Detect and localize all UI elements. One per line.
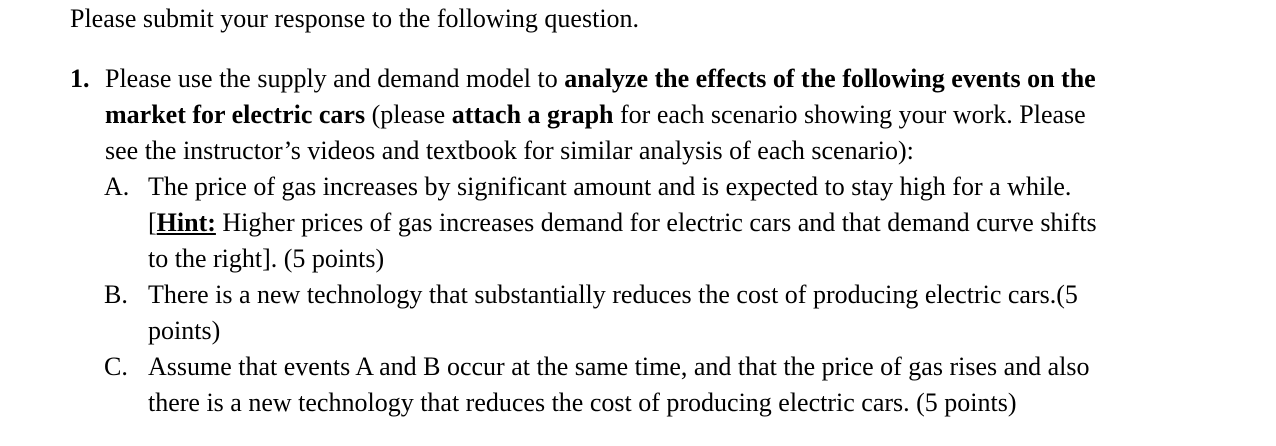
question-text-part: for each scenario showing your work. Please: [613, 100, 1086, 129]
scenario-a-line: [70, 241, 1220, 277]
scenario-text: points): [148, 316, 221, 345]
scenario-letter: A.: [104, 172, 130, 201]
question-line: [70, 61, 1220, 97]
intro-text: Please submit your response to the following question.: [70, 4, 640, 33]
scenario-letter: B.: [104, 280, 128, 309]
scenario-text-part: Higher prices of gas increases demand for electric cars and that demand curve shifts: [215, 208, 1097, 237]
question-number: 1.: [70, 64, 90, 93]
scenario-text: [148, 205, 1097, 241]
scenario-text: there is a new technology that reduces the cost of producing electric cars. (5 points): [148, 388, 1017, 417]
scenario-b-line: [70, 313, 1220, 349]
question-line: [70, 133, 1220, 169]
scenario-letter: C.: [104, 352, 128, 381]
scenario-text: There is a new technology that substantially reduces the cost of producing electric cars.(5: [148, 280, 1078, 309]
question-emphasis: market for electric cars: [105, 100, 366, 129]
question-1: [70, 61, 1220, 421]
question-text: [105, 97, 1086, 133]
scenario-a-line: [70, 169, 1220, 205]
scenario-text-part: [: [148, 208, 157, 237]
question-line: [70, 97, 1220, 133]
question-text: see the instructor’s videos and textbook for similar analysis of each scenario):: [105, 136, 914, 165]
scenario-text: Assume that events A and B occur at the same time, and that the price of gas rises and also: [148, 352, 1090, 381]
scenario-c-line: [70, 385, 1220, 421]
scenario-b-line: [70, 277, 1220, 313]
scenario-text: The price of gas increases by significant amount and is expected to stay high for a while.: [148, 172, 1072, 201]
question-text-part: (please: [365, 100, 452, 129]
scenario-a-line: [70, 205, 1220, 241]
question-emphasis: analyze the effects of the following events on the: [564, 64, 1096, 93]
question-emphasis: attach a graph: [451, 100, 614, 129]
scenario-c-line: [70, 349, 1220, 385]
question-text: [105, 61, 1096, 97]
hint-label: Hint:: [156, 208, 216, 237]
question-text-part: Please use the supply and demand model to: [105, 64, 565, 93]
scenario-text: to the right]. (5 points): [148, 244, 385, 273]
